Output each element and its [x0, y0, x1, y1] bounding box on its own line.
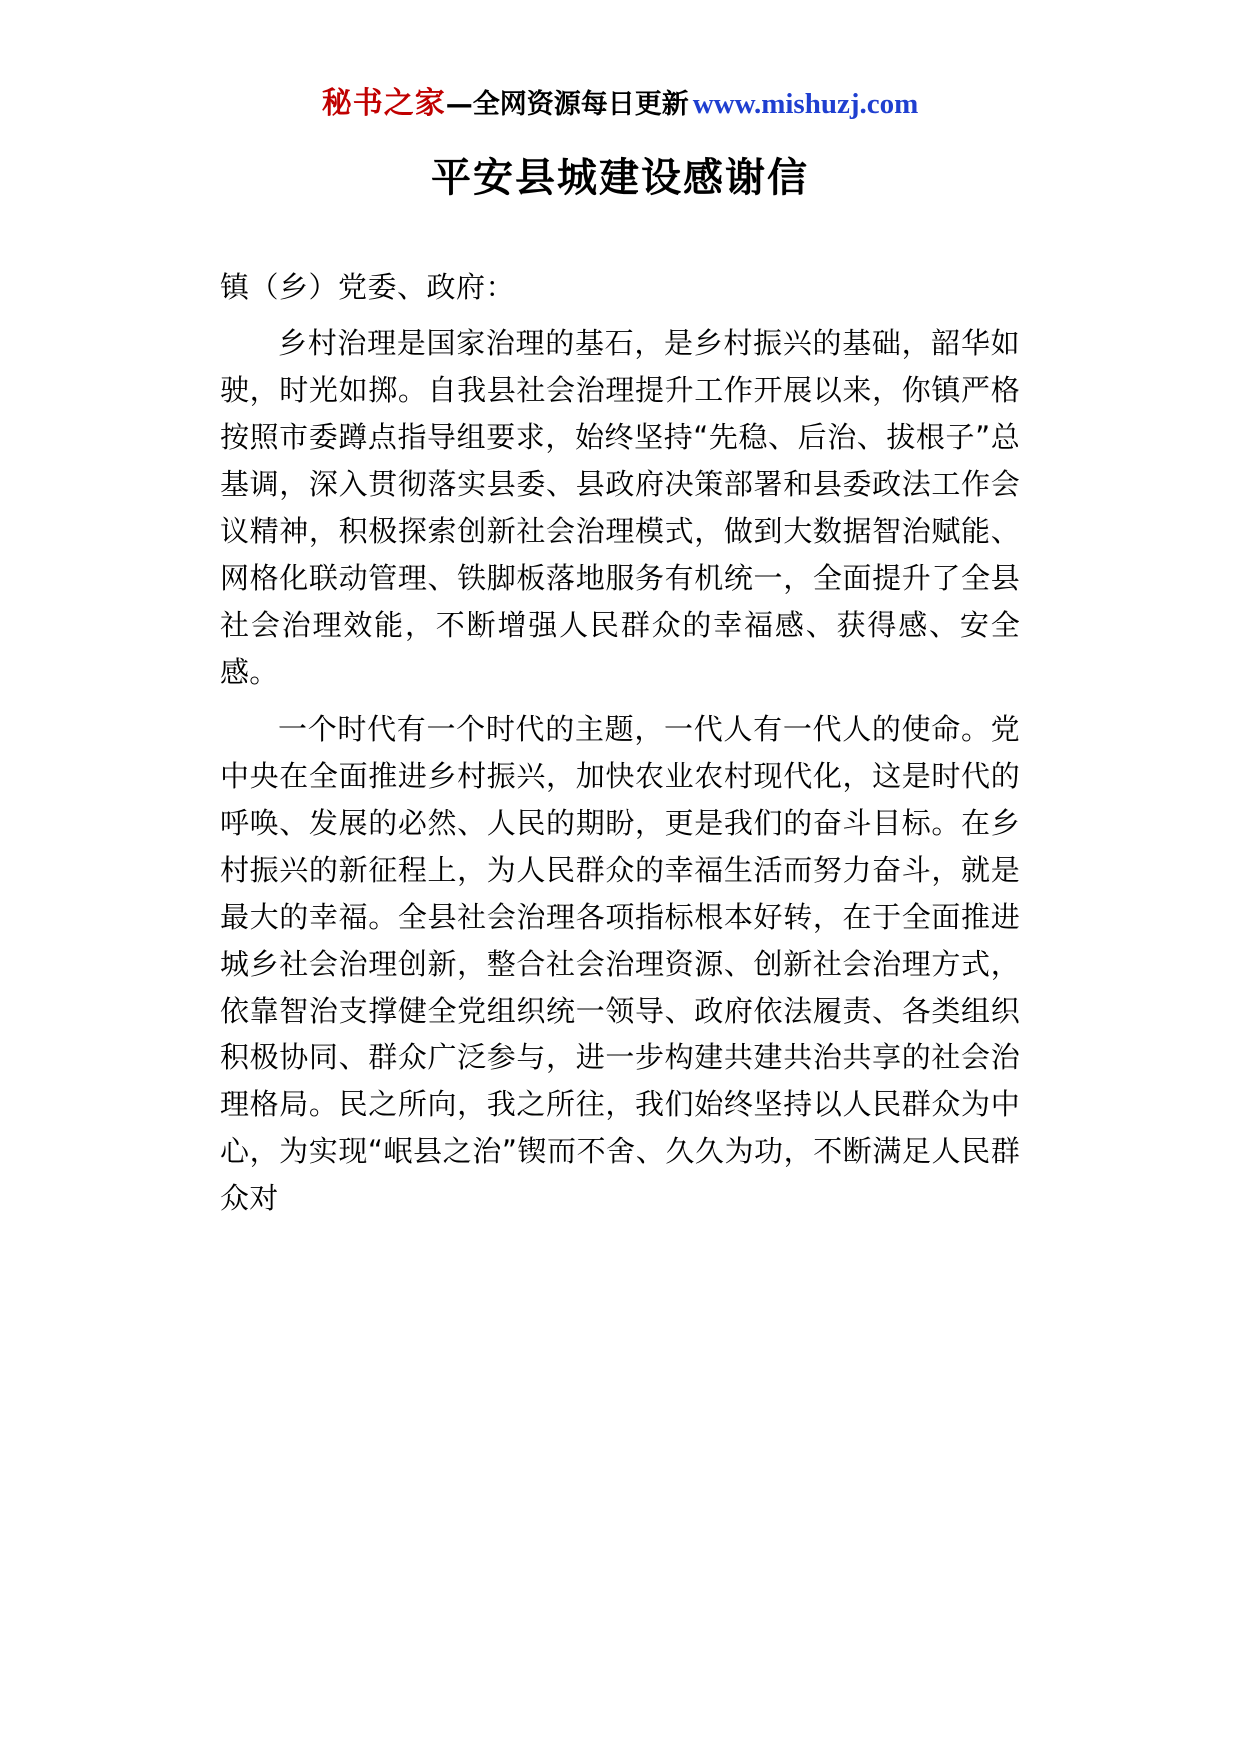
site-banner [0, 86, 1240, 122]
banner-tagline: 全网资源每日更新 [472, 89, 689, 120]
document-body [220, 203, 1020, 1222]
page-title: 平安县城建设感谢信 [431, 155, 809, 201]
banner-dash: — [445, 89, 473, 120]
site-brand: 秘书之家 [321, 86, 446, 121]
banner-url[interactable]: www.mishuzj.com [692, 88, 919, 120]
paragraph: 乡村治理是国家治理的基石，是乡村振兴的基础，韶华如驶，时光如掷。自我县社会治理提升工作开展以来，你镇严格按照市委蹲点指导组要求，始终坚持“先稳、后治、拔根子”总基调，深入贯彻落实县委、县政府决策部署和县委政法工作会议精神，积极探索创新社会治理模式，做到大数据智治赋能、网格化联动管理、铁脚板落地服务有机统一，全面提升了全县社会治理效能，不断增强人民群众的幸福感、获得感、安全感。 [220, 325, 1020, 689]
paragraph: 一个时代有一个时代的主题，一代人有一代人的使命。党中央在全面推进乡村振兴，加快农业农村现代化，这是时代的呼唤、发展的必然、人民的期盼，更是我们的奋斗目标。在乡村振兴的新征程上，为人民群众的幸福生活而努力奋斗，就是最大的幸福。全县社会治理各项指标根本好转，在于全面推进城乡社会治理创新，整合社会治理资源、创新社会治理方式，依靠智治支撑健全党组织统一领导、政府依法履责、各类组织积极协同、群众广泛参与，进一步构建共建共治共享的社会治理格局。民之所向，我之所往，我们始终坚持以人民群众为中心，为实现“岷县之治”锲而不舍、久久为功，不断满足人民群众对 [220, 711, 1020, 1216]
salutation: 镇（乡）党委、政府： [220, 270, 516, 304]
